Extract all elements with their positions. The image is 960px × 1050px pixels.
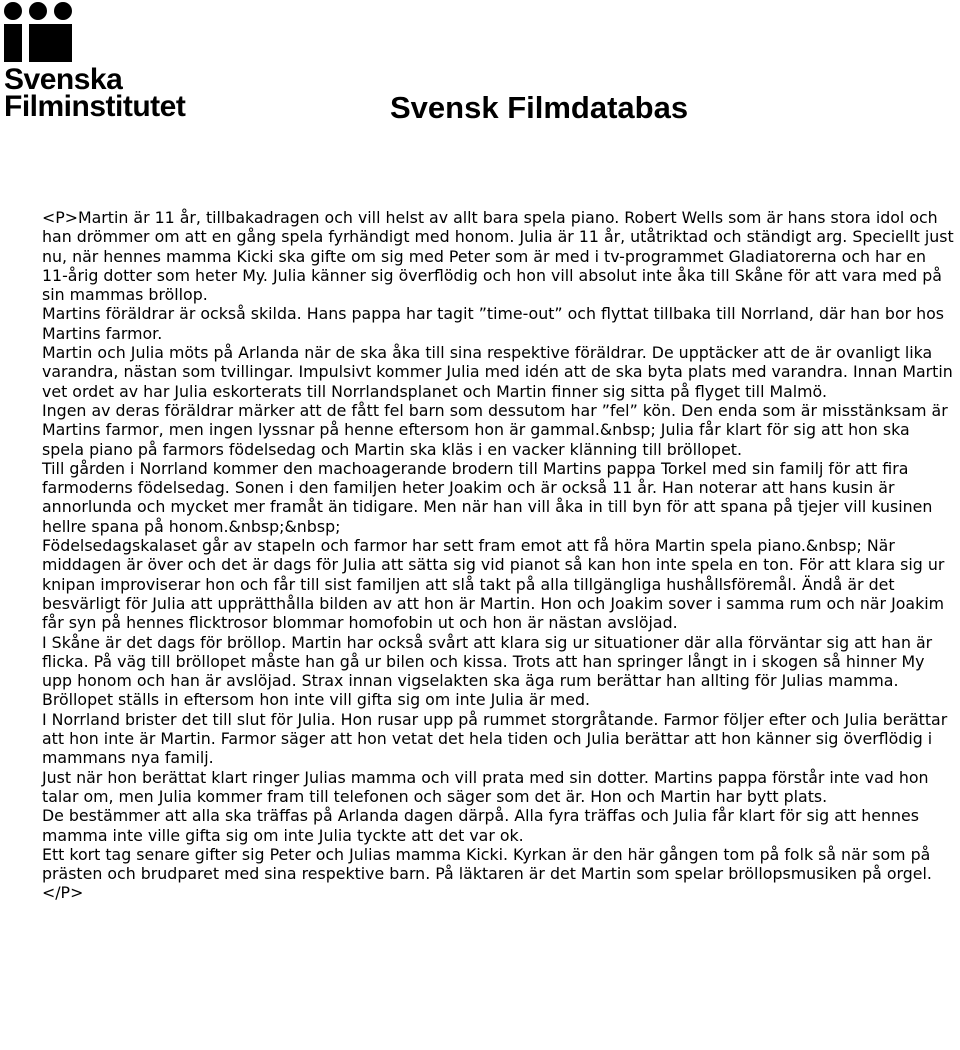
svenska-filminstitutet-logo bbox=[4, 2, 204, 127]
logo-block bbox=[4, 24, 22, 62]
synopsis-paragraph: I Skåne är det dags för bröllop. Martin har också svårt att klara sig ur situationer där alla förväntar sig att han är flicka. På väg till bröllopet måste han gå ur bilen och kissa. Trots att han springer långt in i skogen så hinner My upp honom och han är avslöjad. Strax innan vigselakten ska äga rum berättar han allting för Julias mamma. Bröllopet ställs in eftersom hon inte vill gifta sig om inte Julia är med. bbox=[42, 632, 933, 710]
synopsis-paragraph: De bestämmer att alla ska träffas på Arlanda dagen därpå. Alla fyra träffas och Julia får klart för sig att hennes mamma inte ville gifta sig om inte Julia tyckte att det var ok. bbox=[42, 806, 919, 845]
synopsis-paragraph: <P>Martin är 11 år, tillbakadragen och vill helst av allt bara spela piano. Robert Wells som är hans stora idol och han drömmer om att en gång spela fyrhändigt med honom. Julia är 11 år, utåtriktad och ständigt arg. Speciellt just nu, när hennes mamma Kicki ska gifte om sig med Peter som är med i tv-programmet Gladiatorerna och har en 11-årig dotter som heter My. Julia känner sig överflödig och hon vill absolut inte åka till Skåne för att vara med på sin mammas bröllop. bbox=[42, 208, 954, 305]
synopsis-paragraph: Just när hon berättat klart ringer Julias mamma och vill prata med sin dotter. Martins pappa förstår inte vad hon talar om, men Julia kommer fram till telefonen och säger som det är. Hon och Martin har bytt plats. bbox=[42, 767, 929, 806]
synopsis-paragraph: Födelsedagskalaset går av stapeln och farmor har sett fram emot att få höra Martin spela piano.&nbsp; När middagen är över och det är dags för Julia att sätta sig vid pianot så kan hon inte spela en ton. För att klara sig ur knipan improviserar hon och får till sist familjen att slå takt på alla tillgängliga hushållsföremål. Ändå är det besvärligt för Julia att upprätthålla bilden av att hon är Martin. Hon och Joakim sover i samma rum och när Joakim får syn på hennes flicktrosor blommar homofobin ut och hon är nästan avslöjad. bbox=[42, 536, 945, 633]
synopsis-text bbox=[42, 208, 956, 903]
synopsis-paragraph: I Norrland brister det till slut för Julia. Hon rusar upp på rummet storgråtande. Farmor följer efter och Julia berättar att hon inte är Martin. Farmor säger att hon vetat det hela tiden och Julia berättar att hon känner sig överflödig i mammans nya familj. bbox=[42, 709, 948, 768]
logo-dot bbox=[29, 2, 47, 20]
synopsis-paragraph: Martins föräldrar är också skilda. Hans pappa har tagit ”time-out” och flyttat tillbaka till Norrland, där han bor hos Martins farmor. bbox=[42, 304, 945, 343]
logo-line-2: Filminstitutet bbox=[4, 90, 186, 123]
synopsis-paragraph: Martin och Julia möts på Arlanda när de ska åka till sina respektive föräldrar. De upptäcker att de är ovanligt lika varandra, nästan som tvillingar. Impulsivt kommer Julia med idén att de ska byta plats med varandra. Innan Martin vet ordet av har Julia eskorterats till Norrlandsplanet och Martin finner sig sitta på flyget till Malmö. bbox=[42, 343, 953, 401]
logo-line-1: Svenska bbox=[4, 63, 123, 96]
synopsis-paragraph: Ett kort tag senare gifter sig Peter och Julias mamma Kicki. Kyrkan är den här gången tom på folk så när som på prästen och brudparet med sina respektive barn. På läktaren är det Martin som spelar bröllopsmusiken på orgel.</P> bbox=[42, 844, 932, 903]
logo-dot bbox=[4, 2, 22, 20]
logo-mark-icon bbox=[4, 2, 84, 66]
logo-block bbox=[29, 24, 72, 62]
logo-wordmark bbox=[4, 63, 186, 123]
page-title: Svensk Filmdatabas bbox=[390, 90, 689, 125]
synopsis-paragraph: Ingen av deras föräldrar märker att de fått fel barn som dessutom har ”fel” kön. Den enda som är misstänksam är Martins farmor, men ingen lyssnar på henne eftersom hon är gammal.&nbsp; Julia får klart för sig att hon ska spela piano på farmors födelsedag och Martin ska kläs i en vacker klänning till bröllopet. bbox=[42, 400, 948, 459]
logo-dot bbox=[54, 2, 72, 20]
synopsis-paragraph: Till gården i Norrland kommer den machoagerande brodern till Martins pappa Torkel med sin familj för att fira farmoderns födelsedag. Sonen i den familjen heter Joakim och är också 11 år. Han noterar att hans kusin är annorlunda och mycket mer framåt än tidigare. Men när han vill åka in till byn för att spana på tjejer vill kusinen hellre spana på honom.&nbsp;&nbsp; bbox=[42, 458, 933, 536]
